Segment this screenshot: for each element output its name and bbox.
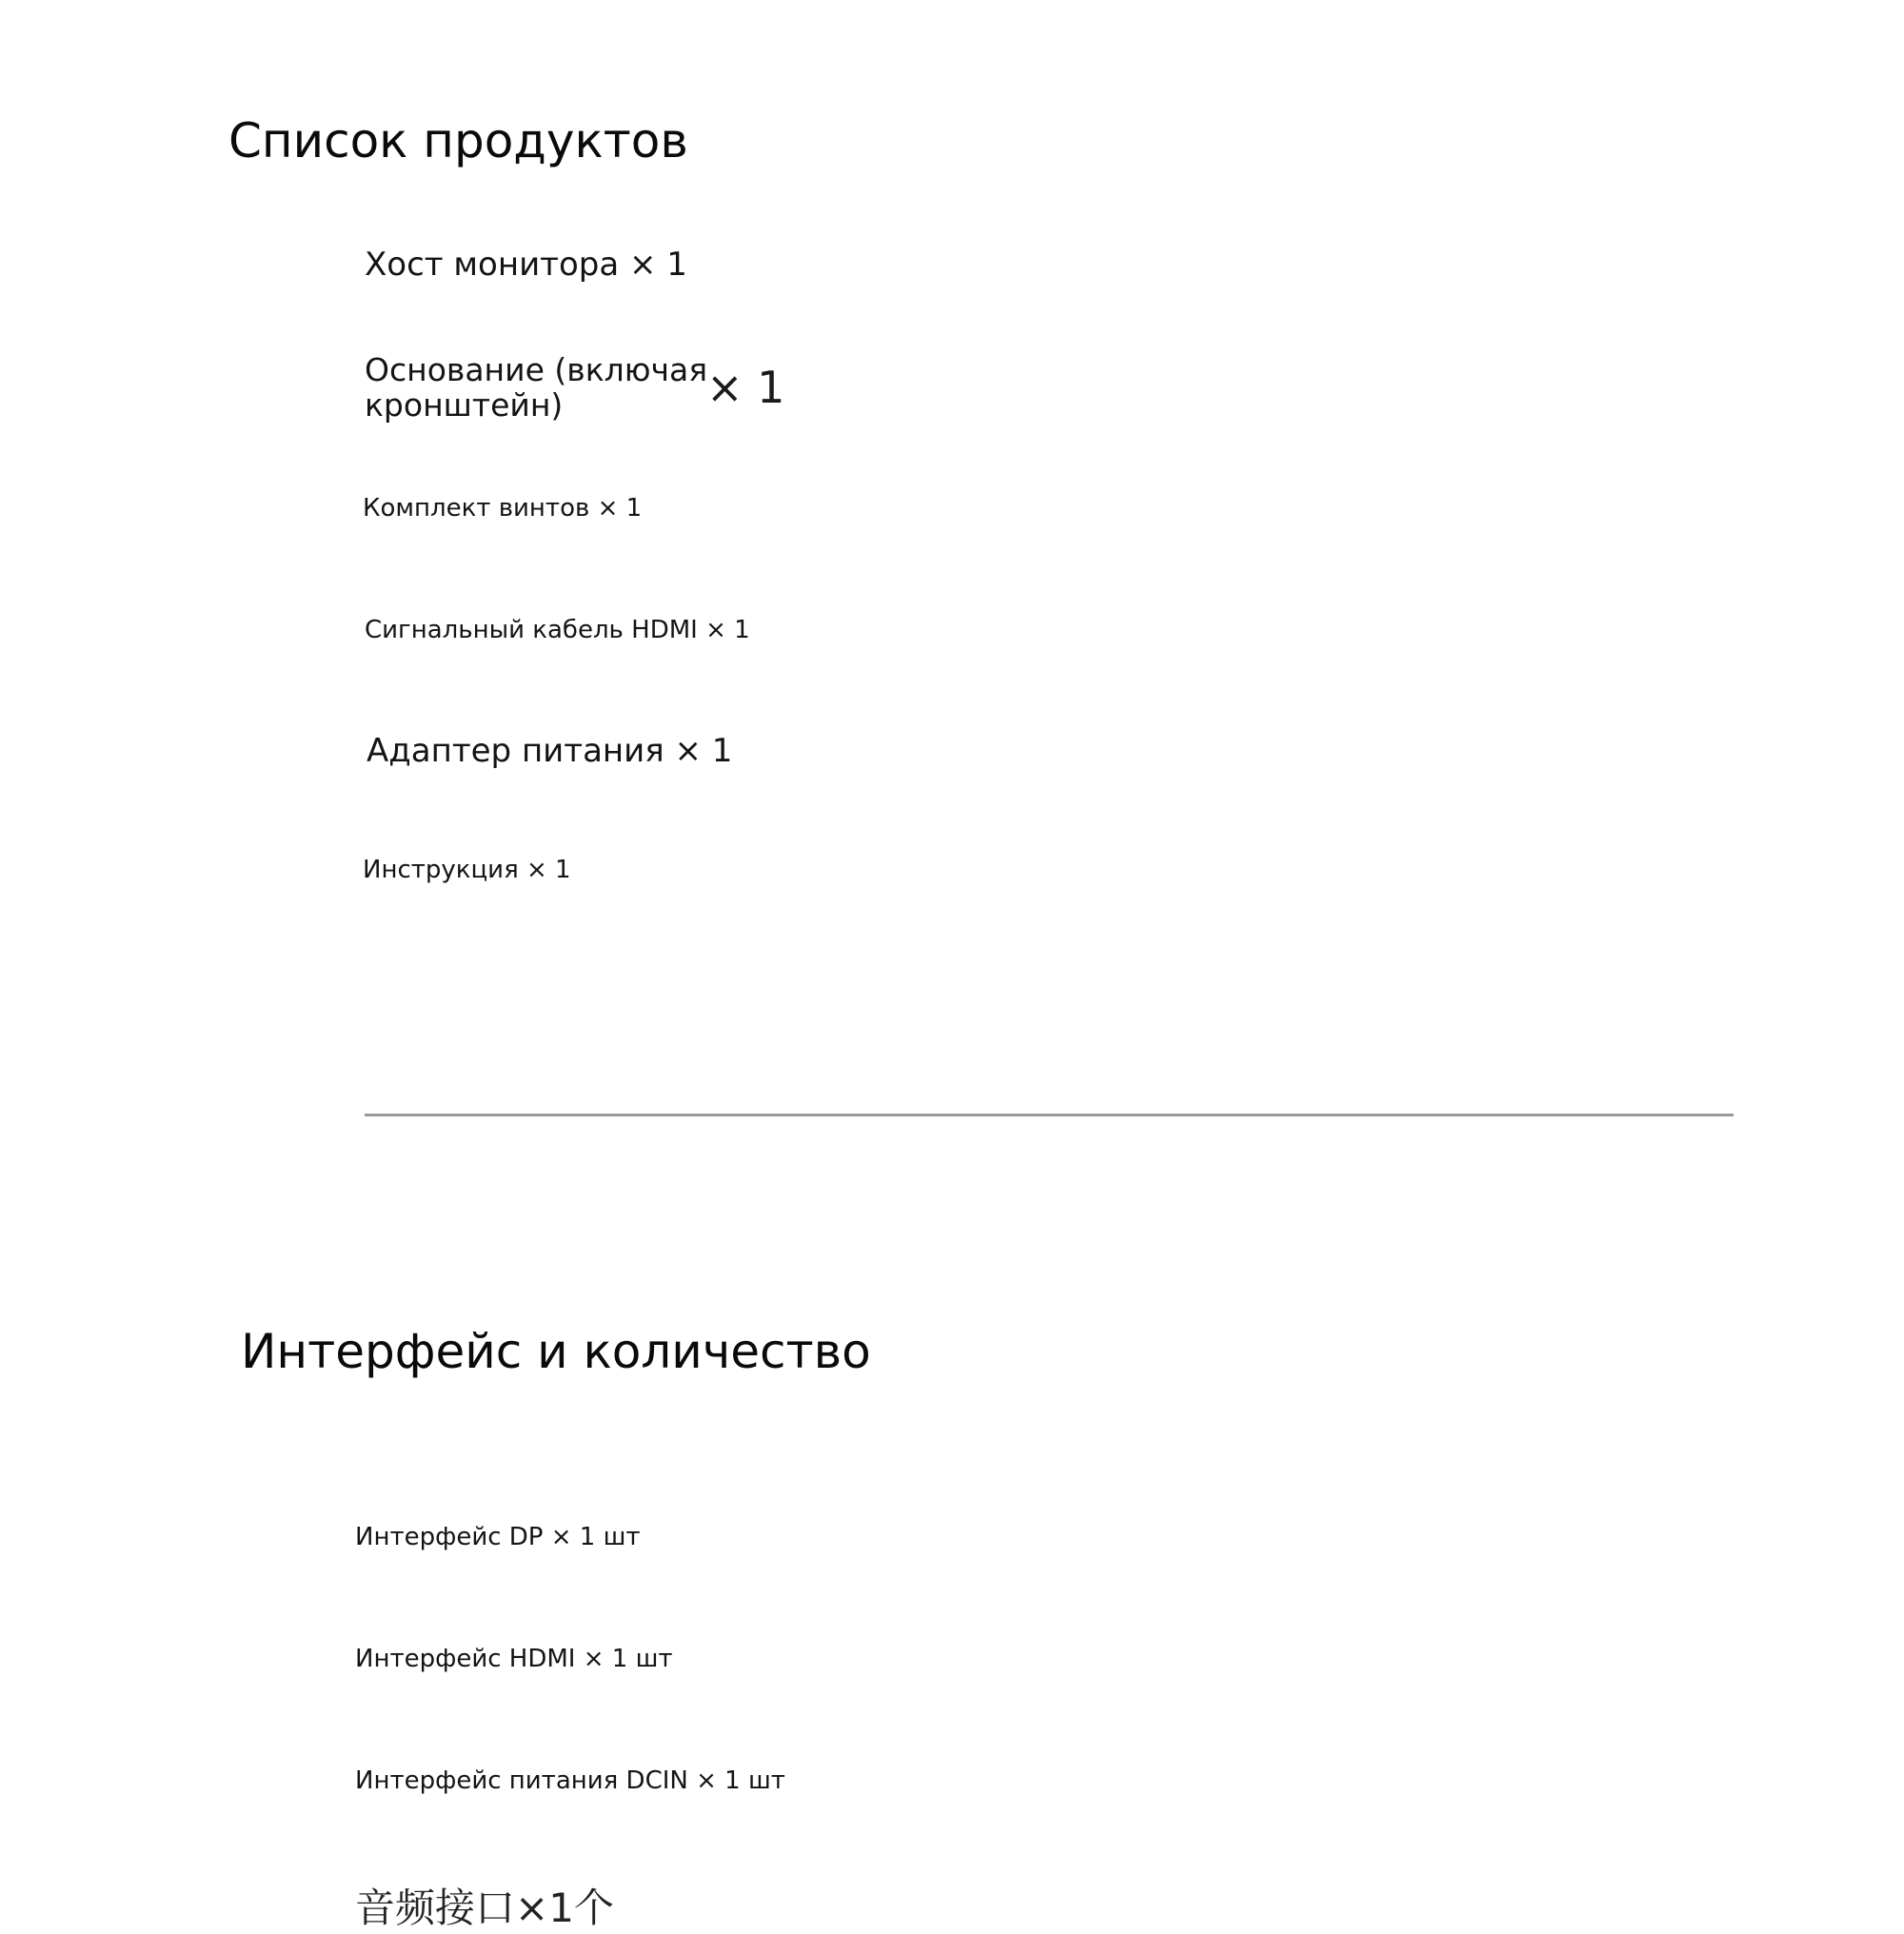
product-item-base: [365, 352, 707, 423]
product-item-base-qty: × 1: [706, 362, 785, 413]
product-item-base-label-line1: Основание (включая: [365, 351, 708, 388]
products-title: Список продуктов: [228, 113, 688, 168]
interface-item-dp: Интерфейс DP × 1 шт: [355, 1523, 641, 1551]
interface-item-hdmi: Интерфейс HDMI × 1 шт: [355, 1645, 673, 1673]
product-item-base-label-line2: кронштейн): [365, 386, 564, 424]
section-divider: [365, 1114, 1734, 1116]
product-item-screw-kit: Комплект винтов × 1: [363, 494, 643, 523]
product-item-monitor-host: Хост монитора × 1: [365, 246, 687, 284]
product-item-power-adapter: Адаптер питания × 1: [367, 732, 733, 770]
interfaces-title: Интерфейс и количество: [241, 1324, 871, 1379]
product-item-hdmi-cable: Сигнальный кабель HDMI × 1: [365, 616, 750, 644]
interface-item-audio: 音频接口×1个: [355, 1885, 614, 1931]
interface-item-dcin: Интерфейс питания DCIN × 1 шт: [355, 1766, 785, 1795]
product-item-manual: Инструкция × 1: [363, 856, 571, 884]
